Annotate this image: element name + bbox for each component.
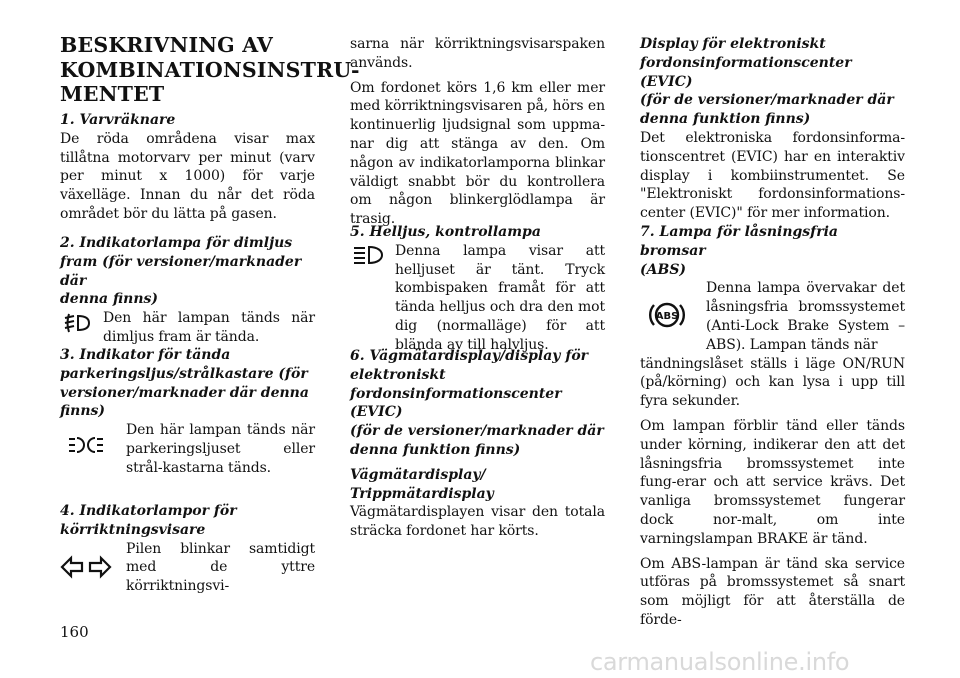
high-beam-icon [352,245,384,265]
section-heading: 5. Helljus, kontrollampa [350,224,541,240]
section-heading: 4. Indikatorlampor för körriktningsvisare [60,503,237,538]
turn-signal-arrows-icon [60,555,112,579]
sub-heading: Vägmätardisplay/ Trippmätardisplay [350,466,494,502]
section-body: Pilen blinkar samtidigt med de yttre körriktningsvi- [126,540,315,595]
section-body: Vägmätardisplayen visar den totala sträcka fordonet har körts. [350,504,605,540]
section-body: De röda områdena visar max tillåtna motorvarv per minut (varv per minut x 1000) för varje växelläge. Innan du når det röda området bör du lätta på gasen. [60,130,315,222]
section-body: tändningslåset ställs i läge ON/RUN (på/körning) och kan lysa i upp till fyra sekunder. [640,355,905,410]
watermark: carmanualsonline.info [590,648,850,676]
section-body: Om ABS-lampan är tänd ska service utföras på bromssystemet så snart som möjligt för att återställa de förde- [640,555,905,628]
section-tachometer [60,111,315,224]
parking-lights-icon [68,435,104,455]
page-number: 160 [60,623,89,641]
section-heading: 3. Indikator för tända parkeringsljus/strålkastare (för versioner/marknader där denna finns) [60,347,309,420]
section-heading: 7. Lampa för låsningsfria bromsar (ABS) [640,224,838,278]
section-heading: Display för elektroniskt fordonsinformationscenter (EVIC) (för de versioner/marknader där denna funktion finns) [640,36,894,128]
section-body: Den här lampan tänds när parkeringsljuset eller strål-kastarna tänds. [126,422,315,476]
section-front-fog [60,234,315,347]
section-evic-display [640,35,905,223]
title-line: KOMBINATIONSINSTRU- [60,57,360,82]
section-abs [640,223,905,630]
section-body: Om lampan förblir tänd eller tänds under körning, indikerar den att det låsningsfria bromssystemet inte fung-erar och att service krävs. Det vanliga bromssystemet fungerar dock nor-malt, om inte varningslampan BRAKE är tänd. [640,417,905,547]
front-fog-light-icon [62,313,92,333]
title-line: MENTET [60,82,165,106]
section-body: sarna när körriktningsvisarspaken används. [350,36,605,71]
section-high-beam [350,223,605,355]
section-heading: 6. Vägmätardisplay/display för elektroniskt fordonsinformationscenter (EVIC) (för de versioner/marknader där denna funktion finns) [350,348,604,458]
title-line: BESKRIVNING AV [60,33,273,57]
section-heading: 1. Varvräknare [60,112,176,128]
section-heading: 2. Indikatorlampa för dimljus fram (för versioner/marknader där denna finns) [60,235,302,308]
section-body: Den här lampan tänds när dimljus fram är tända. [103,310,315,345]
section-body: Det elektroniska fordonsinforma-tionscentret (EVIC) har en interaktiv display i kombiinstrumentet. Se "Elektroniskt fordonsinformations-center (EVIC)" för mer information. [640,129,905,222]
svg-text:ABS: ABS [655,311,679,323]
section-body: Om fordonet körs 1,6 km eller mer med körriktningsvisaren på, hörs en kontinuerlig ljudsignal som uppma-nar dig att stänga av den. Om någon av indikatorlamporna blinkar väldigt snabbt bör du kontrollera om någon blinkerglödlampa är trasig. [350,79,605,228]
section-parking-lights [60,346,315,478]
abs-icon [647,299,687,331]
section-body: Denna lampa visar att helljuset är tänt. Tryck kombispaken framåt för att tända helljus och dra den mot dig (normalläge) för att blända av till halvljus. [395,242,605,353]
page-title [60,33,360,107]
section-turn-signals [60,502,315,596]
section-odometer-evic [350,347,605,541]
section-body: Denna lampa övervakar det låsningsfria bromssystemet (Anti-Lock Brake System – ABS). Lampan tänds när [706,280,905,353]
section-turn-signals-cont [350,35,605,229]
